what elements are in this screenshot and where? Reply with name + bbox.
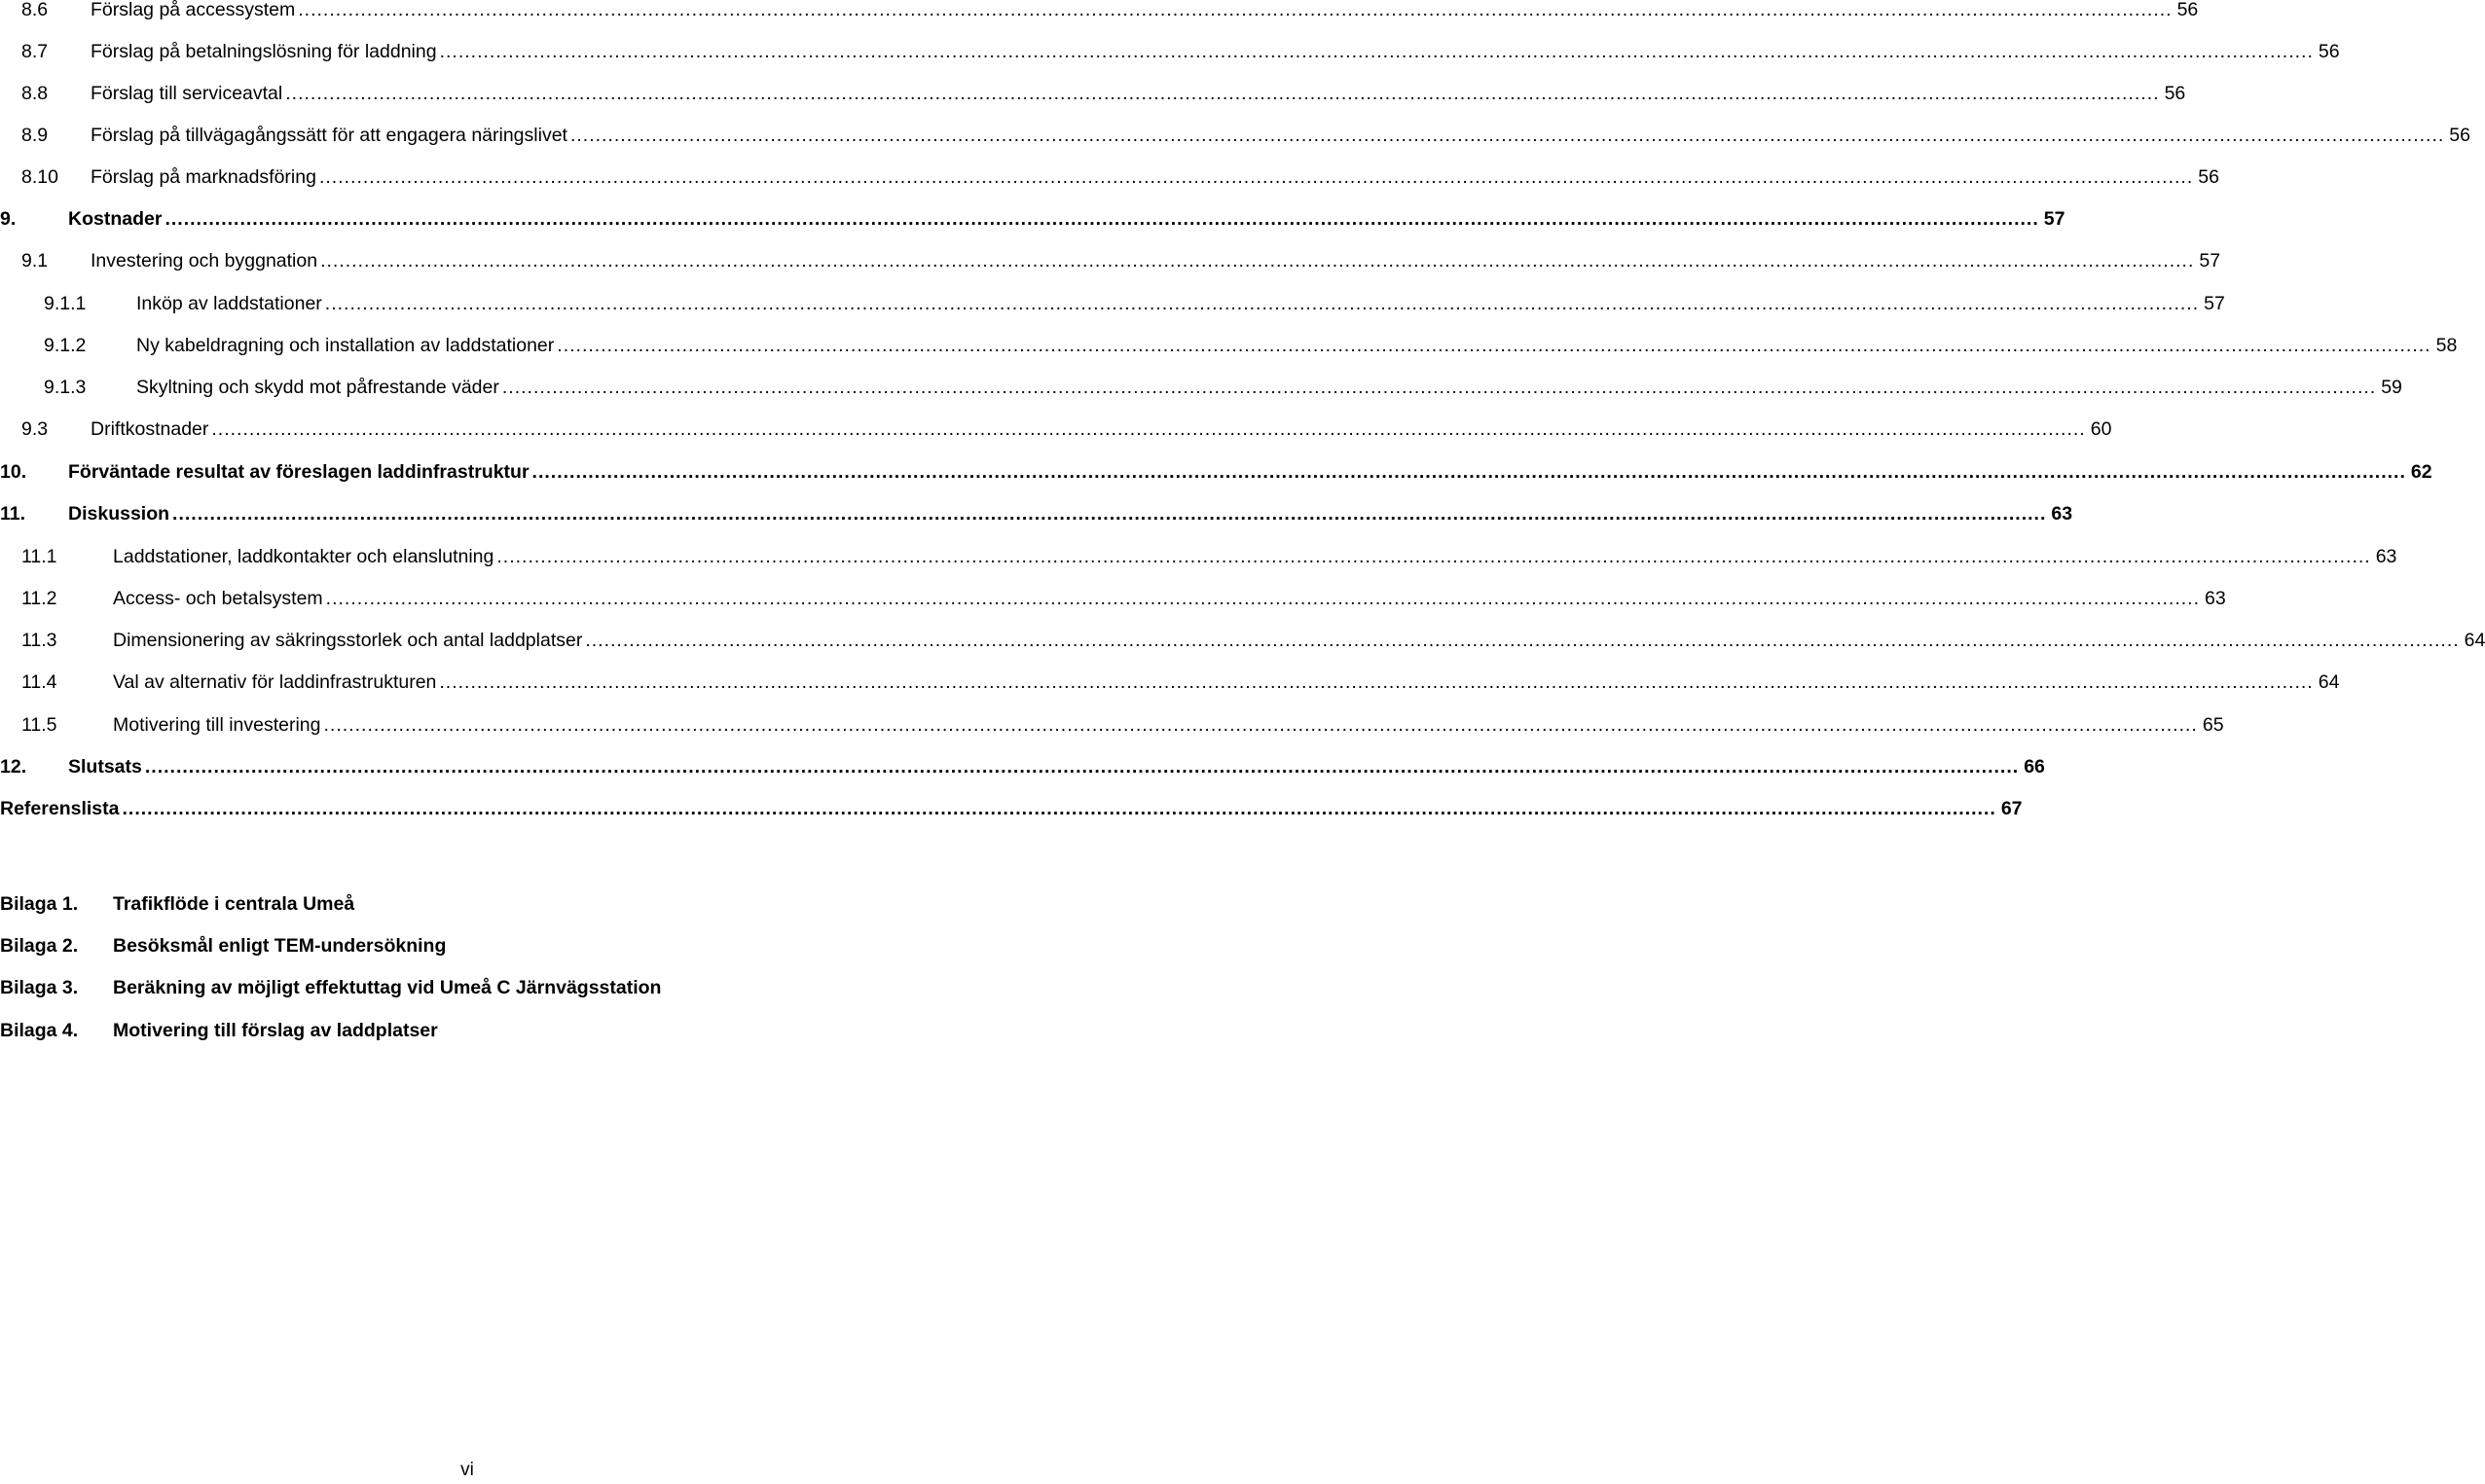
toc-row[interactable] bbox=[0, 325, 2458, 367]
page-number: vi bbox=[460, 1460, 474, 1480]
appendix-item[interactable] bbox=[0, 925, 934, 967]
dot-leader: ............................................................................................................................................................................................................................................................................................................ bbox=[496, 546, 2371, 567]
dot-leader: ............................................................................................................................................................................................................................................................................................................ bbox=[285, 83, 2160, 104]
toc-number: 10. bbox=[0, 461, 27, 483]
toc-row[interactable] bbox=[0, 283, 2225, 325]
appendix-title: Motivering till förslag av laddplatser bbox=[113, 1020, 438, 1041]
dot-leader: ............................................................................................................................................................................................................................................................................................................ bbox=[557, 335, 2431, 356]
toc-number: 9.1.3 bbox=[44, 377, 87, 398]
toc-row[interactable] bbox=[0, 788, 2023, 830]
toc-row[interactable] bbox=[0, 620, 2485, 662]
toc-number: 11.3 bbox=[21, 630, 57, 651]
toc-page-number: 64 bbox=[2464, 630, 2485, 651]
toc-number: 11.4 bbox=[21, 671, 57, 693]
toc-number: 11.1 bbox=[21, 546, 57, 567]
toc-number: 9.1.2 bbox=[44, 335, 87, 356]
toc-number: 9. bbox=[0, 208, 17, 230]
toc-page-number: 56 bbox=[2198, 166, 2219, 188]
appendix-item[interactable] bbox=[0, 884, 934, 925]
toc-page-number: 63 bbox=[2205, 588, 2226, 609]
dot-leader: ............................................................................................................................................................................................................................................................................................................ bbox=[298, 0, 2173, 20]
toc-page-number: 64 bbox=[2318, 671, 2340, 693]
toc-row[interactable] bbox=[0, 409, 2112, 451]
toc-row[interactable] bbox=[0, 31, 2340, 73]
toc-number: 8.9 bbox=[21, 125, 49, 146]
toc-title: Access- och betalsystem bbox=[113, 588, 323, 609]
toc-row[interactable] bbox=[0, 452, 2432, 493]
toc-row[interactable] bbox=[0, 493, 2073, 535]
appendix-label: Bilaga 2. bbox=[0, 935, 79, 957]
appendix-label: Bilaga 3. bbox=[0, 977, 79, 998]
dot-leader: ............................................................................................................................................................................................................................................................................................................ bbox=[320, 250, 2195, 271]
toc-row[interactable] bbox=[0, 157, 2219, 199]
toc-number: 11. bbox=[0, 503, 26, 525]
dot-leader: ............................................................................................................................................................................................................................................................................................................ bbox=[569, 125, 2445, 146]
toc-page-number: 56 bbox=[2176, 0, 2199, 20]
toc-title: Laddstationer, laddkontakter och elanslutning bbox=[113, 546, 494, 567]
appendix-title: Besöksmål enligt TEM-undersökning bbox=[113, 935, 447, 957]
dot-leader: ............................................................................................................................................................................................................................................................................................................ bbox=[172, 503, 2047, 525]
toc-title: Förslag på tillvägagångssätt för att engagera näringslivet bbox=[91, 125, 567, 146]
toc-page-number: 60 bbox=[2090, 418, 2112, 440]
appendix-title: Trafikflöde i centrala Umeå bbox=[113, 893, 355, 915]
appendix-label: Bilaga 1. bbox=[0, 893, 79, 915]
dot-leader: ............................................................................................................................................................................................................................................................................................................ bbox=[501, 377, 2377, 398]
toc-number: 8.7 bbox=[21, 41, 49, 62]
toc-row[interactable] bbox=[0, 115, 2470, 157]
toc-row[interactable] bbox=[0, 705, 2224, 746]
toc-page-number: 66 bbox=[2024, 756, 2045, 778]
toc-title: Ny kabeldragning och installation av laddstationer bbox=[136, 335, 555, 356]
toc-title: Val av alternativ för laddinfrastrukturen bbox=[113, 671, 437, 693]
toc-title: Förslag på marknadsföring bbox=[91, 166, 316, 188]
toc-title: Dimensionering av säkringsstorlek och antal laddplatser bbox=[113, 630, 583, 651]
toc-number: 9.1.1 bbox=[44, 293, 87, 314]
dot-leader: ............................................................................................................................................................................................................................................................................................................ bbox=[144, 756, 2020, 778]
toc-title: Motivering till investering bbox=[113, 714, 321, 736]
toc-number: 9.3 bbox=[21, 418, 49, 440]
toc-title: Inköp av laddstationer bbox=[136, 293, 322, 314]
dot-leader: ............................................................................................................................................................................................................................................................................................................ bbox=[164, 208, 2039, 230]
toc-title: Referenslista bbox=[0, 798, 120, 819]
toc-title: Investering och byggnation bbox=[91, 250, 318, 271]
toc-page-number: 63 bbox=[2051, 503, 2073, 525]
dot-leader: ............................................................................................................................................................................................................................................................................................................ bbox=[122, 798, 1996, 819]
toc-title: Slutsats bbox=[68, 756, 142, 778]
toc-title: Förväntade resultat av föreslagen laddinfrastruktur bbox=[68, 461, 530, 483]
dot-leader: ............................................................................................................................................................................................................................................................................................................ bbox=[324, 293, 2200, 314]
appendix-title: Beräkning av möjligt effektuttag vid Umeå C Järnvägsstation bbox=[113, 977, 662, 998]
toc-title: Skyltning och skydd mot påfrestande väder bbox=[136, 377, 499, 398]
toc-page-number: 57 bbox=[2199, 250, 2221, 271]
toc-number: 11.2 bbox=[21, 588, 57, 609]
dot-leader: ............................................................................................................................................................................................................................................................................................................ bbox=[323, 714, 2198, 736]
toc-row[interactable] bbox=[0, 662, 2340, 704]
toc-row[interactable] bbox=[0, 536, 2397, 578]
toc-title: Förslag till serviceavtal bbox=[91, 83, 283, 104]
dot-leader: ............................................................................................................................................................................................................................................................................................................ bbox=[211, 418, 2086, 440]
toc-row[interactable] bbox=[0, 0, 2199, 31]
toc-page-number: 56 bbox=[2318, 41, 2340, 62]
appendix-item[interactable] bbox=[0, 1010, 934, 1052]
toc-title: Förslag på accessystem bbox=[91, 0, 296, 20]
dot-leader: ............................................................................................................................................................................................................................................................................................................ bbox=[585, 630, 2460, 651]
toc-title: Diskussion bbox=[68, 503, 170, 525]
toc-number: 8.10 bbox=[21, 166, 58, 188]
toc-page-number: 57 bbox=[2204, 293, 2225, 314]
dot-leader: ............................................................................................................................................................................................................................................................................................................ bbox=[325, 588, 2200, 609]
toc-page-number: 65 bbox=[2202, 714, 2224, 736]
toc-row[interactable] bbox=[0, 367, 2402, 409]
toc-page-number: 56 bbox=[2449, 125, 2470, 146]
toc-page-number: 57 bbox=[2043, 208, 2065, 230]
toc-row[interactable] bbox=[0, 240, 2221, 282]
toc-row[interactable] bbox=[0, 199, 2065, 240]
toc-number: 12. bbox=[0, 756, 27, 778]
toc-row[interactable] bbox=[0, 746, 2045, 788]
toc-title: Kostnader bbox=[68, 208, 163, 230]
toc-number: 8.8 bbox=[21, 83, 49, 104]
toc-number: 11.5 bbox=[21, 714, 57, 736]
toc-title: Förslag på betalningslösning för laddning bbox=[91, 41, 437, 62]
toc-page-number: 58 bbox=[2435, 335, 2458, 356]
toc-page-number: 62 bbox=[2410, 461, 2432, 483]
toc-row[interactable] bbox=[0, 578, 2226, 620]
dot-leader: ............................................................................................................................................................................................................................................................................................................ bbox=[531, 461, 2406, 483]
dot-leader: ............................................................................................................................................................................................................................................................................................................ bbox=[439, 671, 2314, 693]
toc-title: Driftkostnader bbox=[91, 418, 209, 440]
toc-page-number: 56 bbox=[2164, 83, 2186, 104]
appendix-item[interactable] bbox=[0, 967, 934, 1009]
toc-row[interactable] bbox=[0, 73, 2186, 115]
toc-page-number: 63 bbox=[2375, 546, 2397, 567]
appendix-label: Bilaga 4. bbox=[0, 1020, 79, 1041]
toc-number: 9.1 bbox=[21, 250, 49, 271]
toc-page-number: 67 bbox=[2000, 798, 2023, 819]
toc-page-number: 59 bbox=[2381, 377, 2402, 398]
dot-leader: ............................................................................................................................................................................................................................................................................................................ bbox=[439, 41, 2314, 62]
dot-leader: ............................................................................................................................................................................................................................................................................................................ bbox=[318, 166, 2194, 188]
toc-number: 8.6 bbox=[21, 0, 49, 20]
